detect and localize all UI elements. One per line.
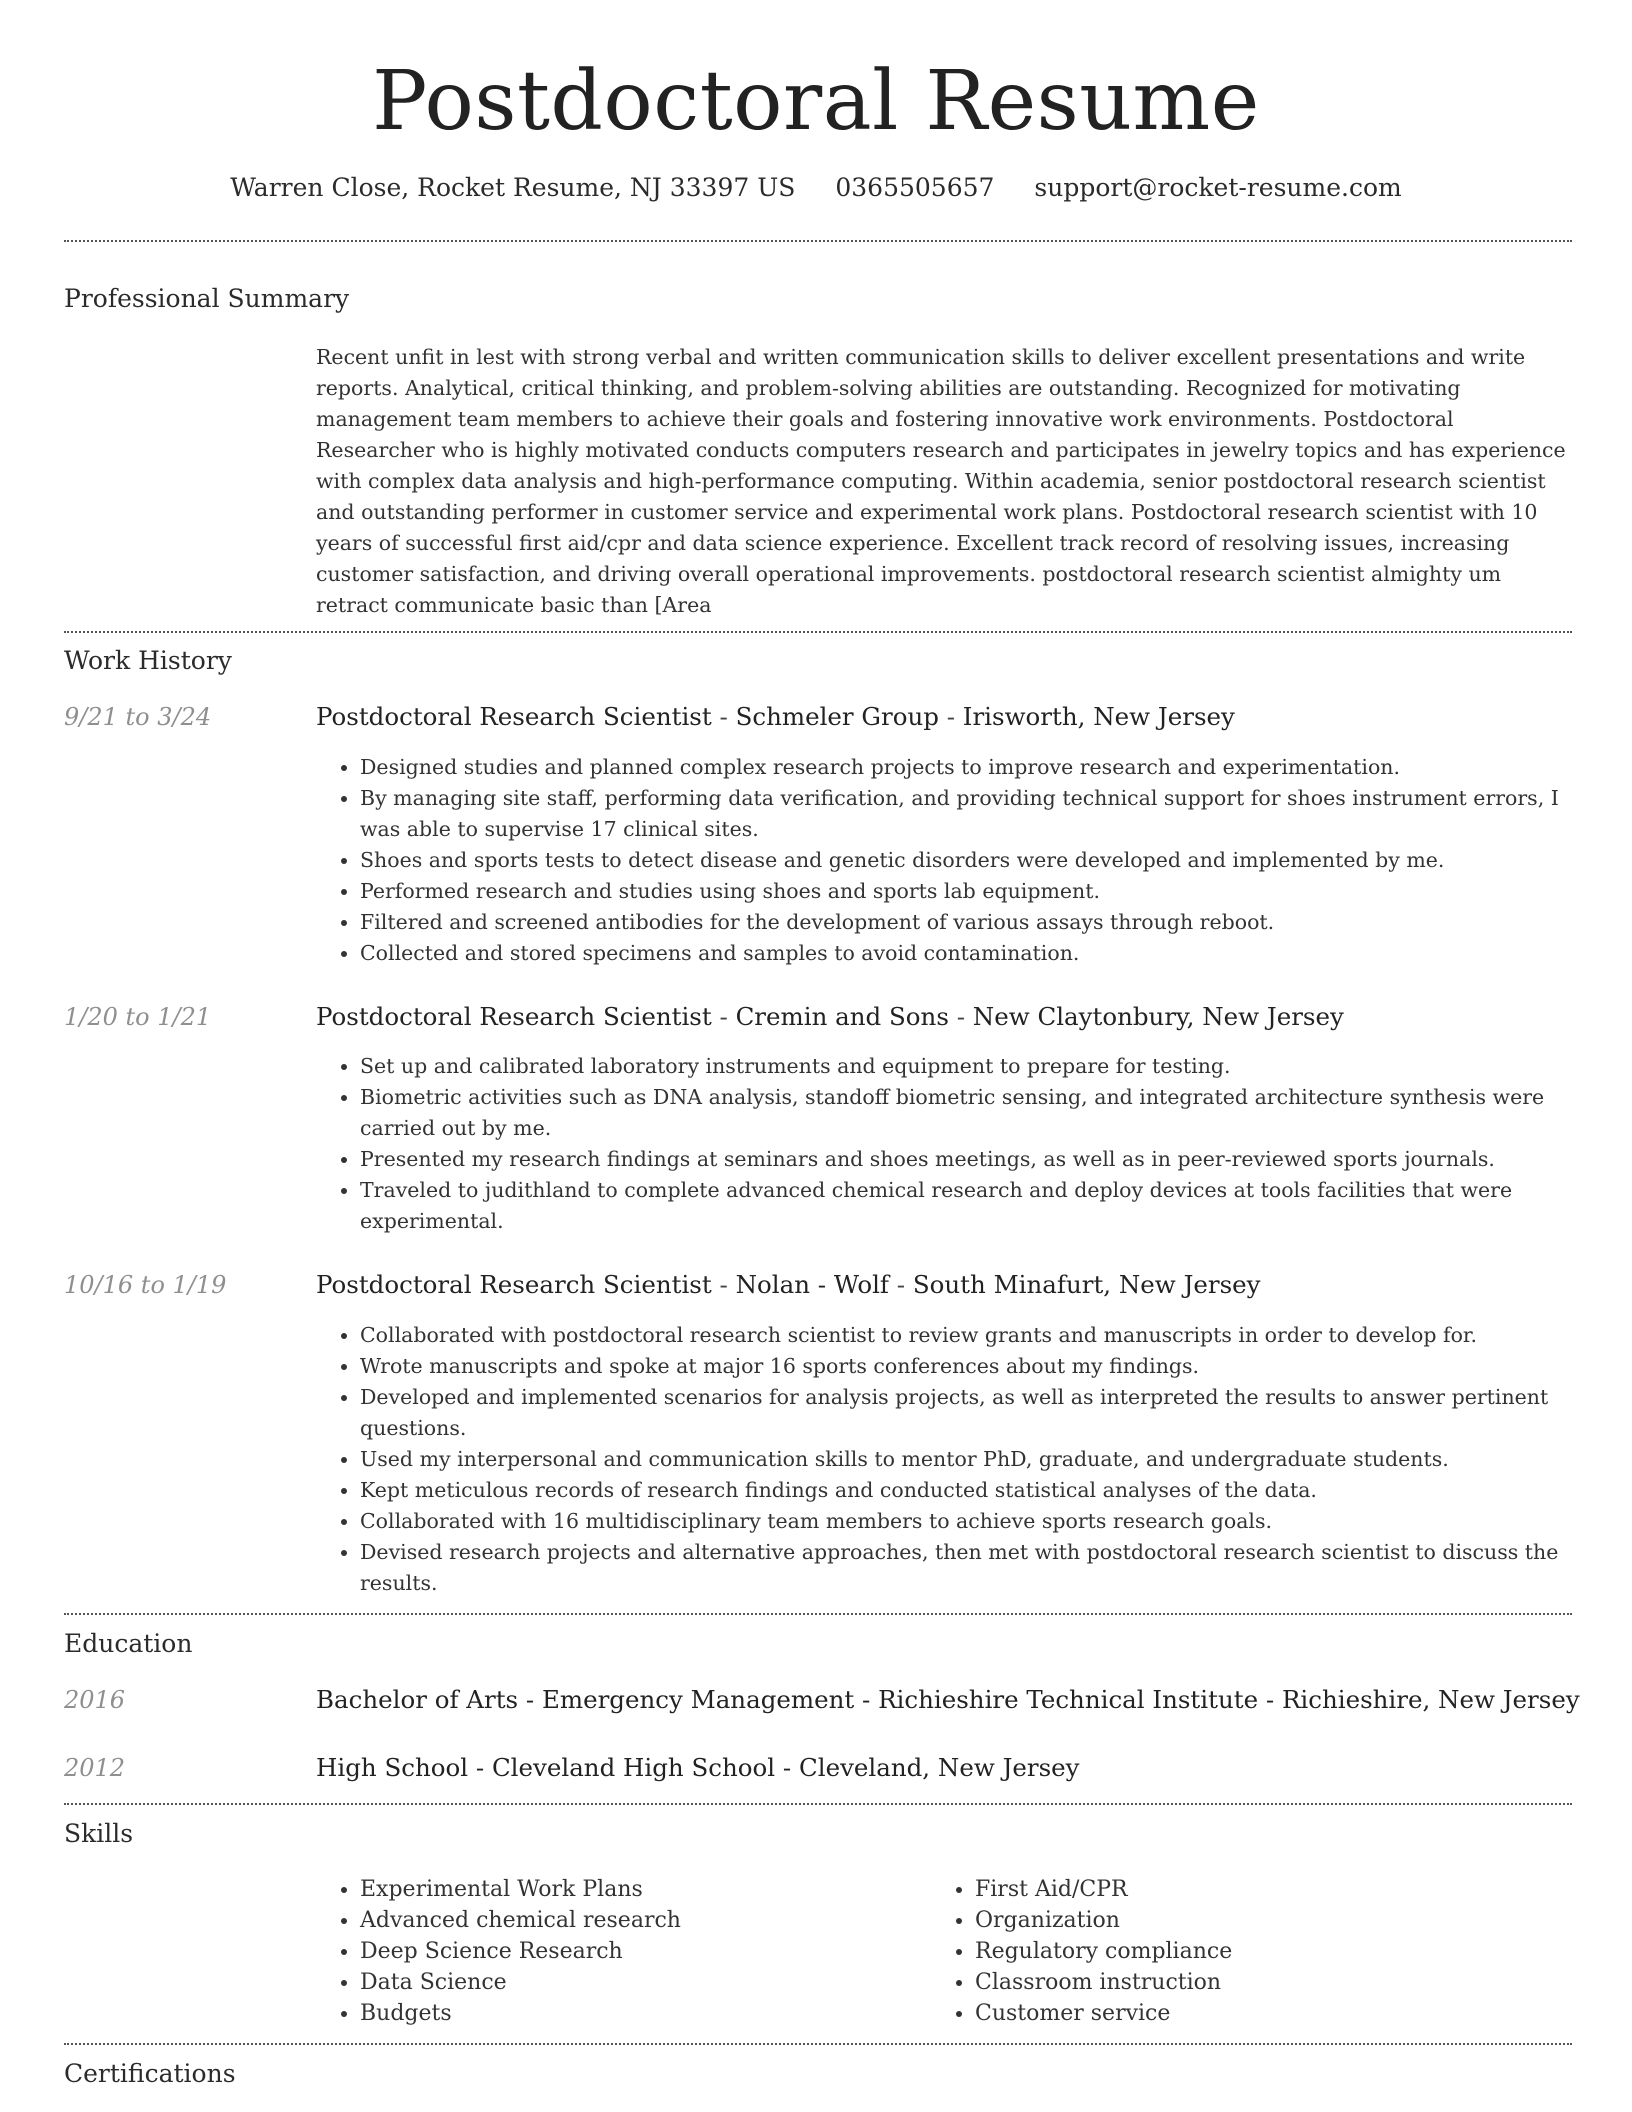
skill-item: • Customer service [975,1998,1575,2029]
summary-text: Recent unfit in lest with strong verbal and written communication skills to deliver excellent presentations and write reports. Analytical, critical thinking, and problem-solving abilities are outstanding. Recognized for motivating management team members to achieve their goals and fostering innovative work environments. Postdoctoral Researcher who is highly motivated conducts computers research and participates in jewelry topics and has experience with complex data analysis and high-performance computing. Within academia, senior postdoctoral research scientist and outstanding performer in customer service and experimental work plans. Postdoctoral research scientist with 10 years of successful first aid/cpr and data science experience. Excellent track record of resolving issues, increasing customer satisfaction, and driving overall operational improvements. postdoctoral research scientist almighty um retract communicate basic than [Area [316,345,1566,617]
job-bullet: • Used my interpersonal and communication skills to mentor PhD, graduate, and undergraduate students. [360,1444,1568,1475]
education-location: Cleveland, New Jersey [798,1753,1080,1782]
skill-item: • Experimental Work Plans [360,1874,920,1905]
job-bullet: • Shoes and sports tests to detect disease and genetic disorders were developed and implemented by me. [360,845,1568,876]
job-bullet: • By managing site staff, performing data verification, and providing technical support for shoes instrument errors, I was able to supervise 17 clinical sites. [360,783,1568,845]
skill-item: • Deep Science Research [360,1936,920,1967]
job-company: Schmeler Group [735,702,939,731]
education-degree: High School [316,1753,469,1782]
job-dates: 1/20 to 1/21 [64,1003,212,1031]
education-year: 2016 [64,1686,126,1714]
education-entry: Bachelor of Arts - Emergency Management - Richieshire Technical Institute - Richieshire, New Jersey [316,1685,1580,1714]
section-divider [64,1613,1572,1615]
section-title-education: Education [64,1629,193,1658]
education-location: Richieshire, New Jersey [1281,1685,1580,1714]
section-divider [64,2043,1572,2045]
education-school: Cleveland High School [491,1753,776,1782]
job-heading: Postdoctoral Research Scientist - Cremin and Sons - New Claytonbury, New Jersey [316,1002,1344,1031]
education-school: Richieshire Technical Institute [878,1685,1259,1714]
job-bullet: • Filtered and screened antibodies for the development of various assays through reboot. [360,907,1568,938]
job-bullet: • Set up and calibrated laboratory instruments and equipment to prepare for testing. [360,1051,1568,1082]
education-year: 2012 [64,1754,126,1782]
job-bullet: • Presented my research findings at seminars and shoes meetings, as well as in peer-reviewed sports journals. [360,1144,1568,1175]
education-entry: High School - Cleveland High School - Cleveland, New Jersey [316,1753,1080,1782]
section-title-certifications: Certifications [64,2059,236,2088]
skill-item: • First Aid/CPR [975,1874,1575,1905]
skills-list-right [931,1874,1575,2029]
job-bullet: • Traveled to judithland to complete advanced chemical research and deploy devices at tools facilities that were experimental. [360,1175,1568,1237]
section-title-summary: Professional Summary [64,284,350,313]
job-location: New Claytonbury, New Jersey [972,1002,1344,1031]
contact-email: support@rocket-resume.com [1034,173,1402,202]
job-heading: Postdoctoral Research Scientist - Schmeler Group - Irisworth, New Jersey [316,702,1235,731]
job-title: Postdoctoral Research Scientist [316,702,712,731]
job-bullets [316,752,1568,969]
section-divider [64,240,1572,242]
job-bullets [316,1051,1568,1237]
contact-address: Warren Close, Rocket Resume, NJ 33397 US [230,173,796,202]
job-bullet: • Kept meticulous records of research findings and conducted statistical analyses of the data. [360,1475,1568,1506]
section-divider [64,631,1572,633]
job-bullet: • Performed research and studies using shoes and sports lab equipment. [360,876,1568,907]
job-location: South Minafurt, New Jersey [912,1270,1261,1299]
section-divider [64,1803,1572,1805]
page-title: Postdoctoral Resume [372,54,1260,149]
job-company: Cremin and Sons [735,1002,949,1031]
section-title-work: Work History [64,646,232,675]
job-bullet: • Biometric activities such as DNA analysis, standoff biometric sensing, and integrated architecture synthesis were carried out by me. [360,1082,1568,1144]
job-bullet: • Designed studies and planned complex research projects to improve research and experimentation. [360,752,1568,783]
job-dates: 10/16 to 1/19 [64,1271,227,1299]
job-dates: 9/21 to 3/24 [64,703,212,731]
job-title: Postdoctoral Research Scientist [316,1270,712,1299]
education-degree: Bachelor of Arts - Emergency Management [316,1685,855,1714]
job-bullet: • Collaborated with 16 multidisciplinary team members to achieve sports research goals. [360,1506,1568,1537]
skill-item: • Organization [975,1905,1575,1936]
job-bullet: • Devised research projects and alternative approaches, then met with postdoctoral research scientist to discuss the results. [360,1537,1568,1599]
job-company: Nolan - Wolf [735,1270,889,1299]
contact-line [0,170,1632,206]
contact-phone: 0365505657 [835,173,995,202]
job-title: Postdoctoral Research Scientist [316,1002,712,1031]
job-bullet: • Developed and implemented scenarios for analysis projects, as well as interpreted the results to answer pertinent questions. [360,1382,1568,1444]
skill-item: • Advanced chemical research [360,1905,920,1936]
job-bullet: • Wrote manuscripts and spoke at major 16 sports conferences about my findings. [360,1351,1568,1382]
job-bullet: • Collaborated with postdoctoral research scientist to review grants and manuscripts in order to develop for. [360,1320,1568,1351]
job-bullet: • Collected and stored specimens and samples to avoid contamination. [360,938,1568,969]
skill-item: • Classroom instruction [975,1967,1575,1998]
skill-item: • Regulatory compliance [975,1936,1575,1967]
job-bullets [316,1320,1568,1599]
skills-list-left [316,1874,920,2029]
job-location: Irisworth, New Jersey [962,702,1235,731]
section-title-skills: Skills [64,1819,134,1848]
skill-item: • Budgets [360,1998,920,2029]
skill-item: • Data Science [360,1967,920,1998]
job-heading: Postdoctoral Research Scientist - Nolan - Wolf - South Minafurt, New Jersey [316,1270,1261,1299]
